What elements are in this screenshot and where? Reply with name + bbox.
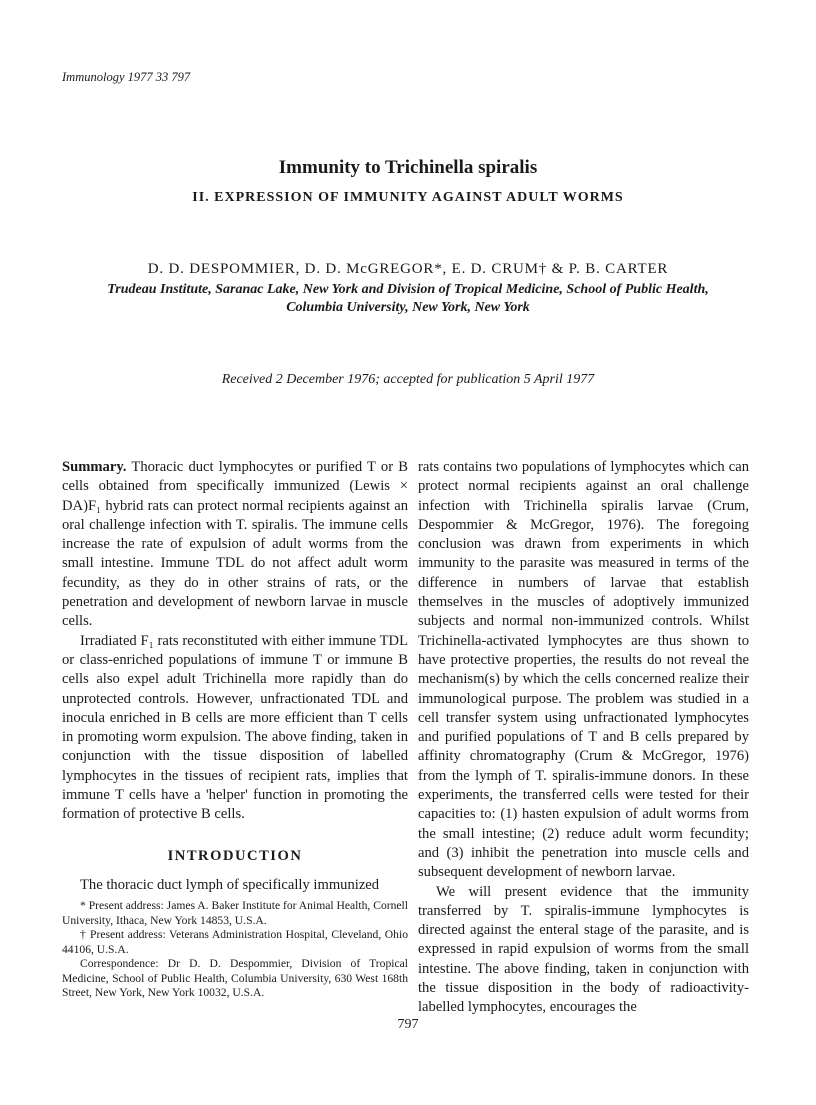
footnote-1: * Present address: James A. Baker Institute for Animal Health, Cornell University, Ithaca, New York 14853, U.S.A. <box>62 899 408 927</box>
article-subtitle: II. EXPRESSION OF IMMUNITY AGAINST ADULT WORMS <box>192 190 624 205</box>
correspondence-note: Correspondence: Dr D. D. Despommier, Division of Tropical Medicine, School of Public Health, Columbia University, 630 West 168th Street, New York, New York 10032, U.S.A. <box>62 957 408 1000</box>
article-title: Immunity to Trichinella spiralis <box>278 157 538 178</box>
left-column <box>62 458 408 1001</box>
author-list: D. D. DESPOMMIER, D. D. McGREGOR*, E. D. CRUM† & P. B. CARTER <box>147 261 669 277</box>
affiliation <box>40 281 776 317</box>
intro-paragraph-1: rats contains two populations of lymphocytes which can protect normal recipients against an oral challenge infection with Trichinella spiralis larvae (Crum, Despommier & McGregor, 1976). The foregoing conclusion was drawn from experiments in which immunity to the parasite was measured in terms of the difference in numbers of larvae that establish themselves in the muscles of adoptively immunized subjects and normal non-immunized controls. Whilst Trichinella-activated lymphocytes are thus shown to have protective properties, the results do not reveal the mechanism(s) by which the cells concerned realize their immunological purpose. The problem was studied in a cell transfer system using unfractionated lymphocytes and purified populations of T and B cells prepared by affinity chromatography (Crum & McGregor, 1976) from the lymph of T. spiralis-immune donors. In these experiments, the transferred cells were tested for their capacities to: (1) hasten expulsion of adult worms from the small intestine; (2) reduce adult worm fecundity; and (3) inhibit the penetration into muscle cells and subsequent development of newborn larvae. <box>418 459 749 881</box>
summary-text-1: Thoracic duct lymphocytes or purified T or B cells obtained from specifically immunized (Lewis × DA)F₁ hybrid rats can protect normal recipients against an oral challenge infection with T. spiralis. The immune cells increase the rate of expulsion of adult worms from the small intestine. Immune TDL do not affect adult worm fecundity, as they do in other strains of rats, or the penetration and development of newborn larvae in muscle cells. <box>62 459 408 630</box>
affiliation-line-2: Columbia University, New York, New York <box>286 300 530 315</box>
summary-label: Summary. <box>62 459 127 475</box>
intro-first-line: The thoracic duct lymph of specifically immunized <box>80 876 380 893</box>
page-number: 797 <box>397 1017 419 1032</box>
summary-paragraph-2: Irradiated F₁ rats reconstituted with either immune TDL or class-enriched populations of immune T or immune B cells also expel adult Trichinella more rapidly than do unprotected controls. However, unfractionated TDL and inocula enriched in B cells are more efficient than T cells in promoting worm expulsion. The above finding, taken in conjunction with the tissue disposition of labelled lymphocytes in the tissues of recipient rats, implies that immune T cells have a 'helper' function in promoting the formation of protective B cells. <box>62 632 408 823</box>
footnotes <box>62 899 408 1001</box>
footnote-2: † Present address: Veterans Administration Hospital, Cleveland, Ohio 44106, U.S.A. <box>62 928 408 956</box>
introduction-heading: INTRODUCTION <box>167 847 303 864</box>
summary-paragraph-1 <box>62 458 408 632</box>
right-column <box>418 458 749 1018</box>
journal-citation: Immunology 1977 33 797 <box>62 70 191 84</box>
affiliation-line-1: Trudeau Institute, Saranac Lake, New York and Division of Tropical Medicine, School of Public Health, <box>107 282 709 297</box>
intro-paragraph-2: We will present evidence that the immunity transferred by T. spiralis-immune lymphocytes is directed against the enteral stage of the parasite, and is expressed in rapid expulsion of worms from the small intestine. The above finding, taken in conjunction with the tissue disposition in the body of radioactivity-labelled lymphocytes, encourages the <box>418 883 749 1016</box>
received-dates: Received 2 December 1976; accepted for publication 5 April 1977 <box>221 372 595 387</box>
